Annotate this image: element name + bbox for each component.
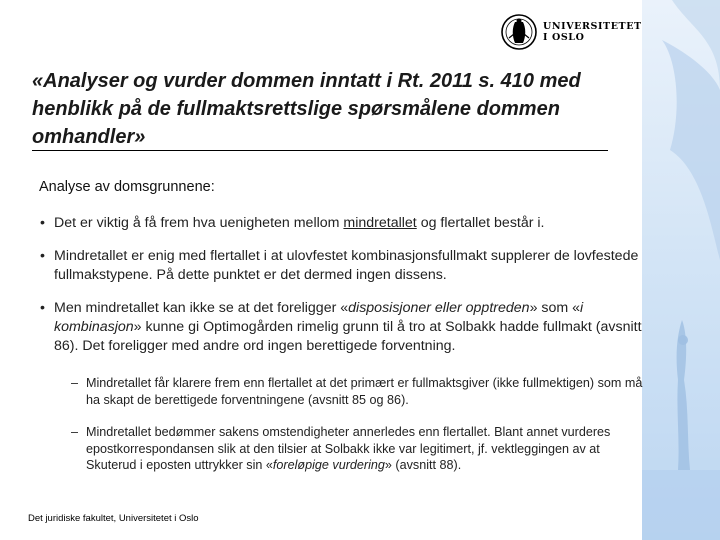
university-logo (501, 12, 642, 52)
sub-bullet-2-italic: foreløpige vurdering (272, 458, 385, 472)
bullet-item-3 (32, 299, 642, 356)
bullet-1-underlined-term: mindretallet (343, 215, 417, 231)
bullet-3-italic-1: disposisjoner eller opptreden (348, 300, 530, 316)
sub-bullet-item-2 (71, 424, 646, 474)
slide-footer: Det juridiske fakultet, Universitetet i Oslo (28, 513, 199, 524)
sub-bullet-1-text: Mindretallet får klarere frem enn flertallet at det primært er fullmaktsgiver (ikke fullmektigen) som må ha skapt de berettigede forventningene (avsnitt 85 og 86). (86, 376, 643, 407)
slide-title: «Analyser og vurder dommen inntatt i Rt. 2011 s. 410 med henblikk på de fullmaktsrettslige spørsmålene dommen omhandler» (32, 70, 581, 148)
section-subheading: Analyse av domsgrunnene: (39, 179, 215, 195)
bullet-3-italic-2: i kombinasjon (54, 300, 584, 335)
title-underline-rule (32, 150, 608, 151)
bullet-3-text-pre: Men mindretallet kan ikke se at det foreligger « (54, 300, 349, 316)
sub-bullet-2-text-pre: Mindretallet bedømmer sakens omstendigheter annerledes enn flertallet. Blant annet vurderes epostkorrespondansen slik at den tilsier at Solbakk ikke var legitimert, jf. vektleggingen av at Skuterud i eposten uttrykker sin « (86, 425, 611, 472)
bullet-list (32, 214, 642, 370)
side-decoration-panel (642, 0, 720, 540)
bullet-1-text-pre: Det er viktig å få frem hva uenigheten mellom (54, 215, 344, 231)
sub-bullet-2-text-post: » (avsnitt 88). (384, 458, 462, 472)
bullet-marker: • (40, 300, 45, 316)
bullet-marker: • (40, 248, 45, 264)
sub-bullet-marker: – (71, 425, 79, 439)
bullet-1-text-post: og flertallet består i. (416, 215, 545, 231)
sub-bullet-item-1 (71, 375, 646, 408)
sub-bullet-marker: – (71, 376, 79, 390)
bullet-item-1 (32, 214, 642, 233)
bullet-3-text-mid: » som « (529, 300, 581, 316)
statue-silhouette-image (642, 0, 720, 540)
university-seal-icon (501, 12, 537, 52)
bullet-2-text: Mindretallet er enig med flertallet i at ulovfestet kombinasjonsfullmakt supplerer de lovfestede fullmakstypene. På dette punktet er det dermed ingen dissens. (54, 248, 639, 283)
bullet-marker: • (40, 215, 45, 231)
logo-line-2: I OSLO (543, 32, 585, 43)
logo-line-1: UNIVERSITETET (543, 21, 642, 32)
bullet-item-2 (32, 247, 642, 285)
bullet-3-text-post: » kunne gi Optimogården rimelig grunn til å tro at Solbakk hadde fullmakt (avsnitt 86). Det foreligger med andre ord ingen berettigede forventning. (54, 319, 642, 354)
